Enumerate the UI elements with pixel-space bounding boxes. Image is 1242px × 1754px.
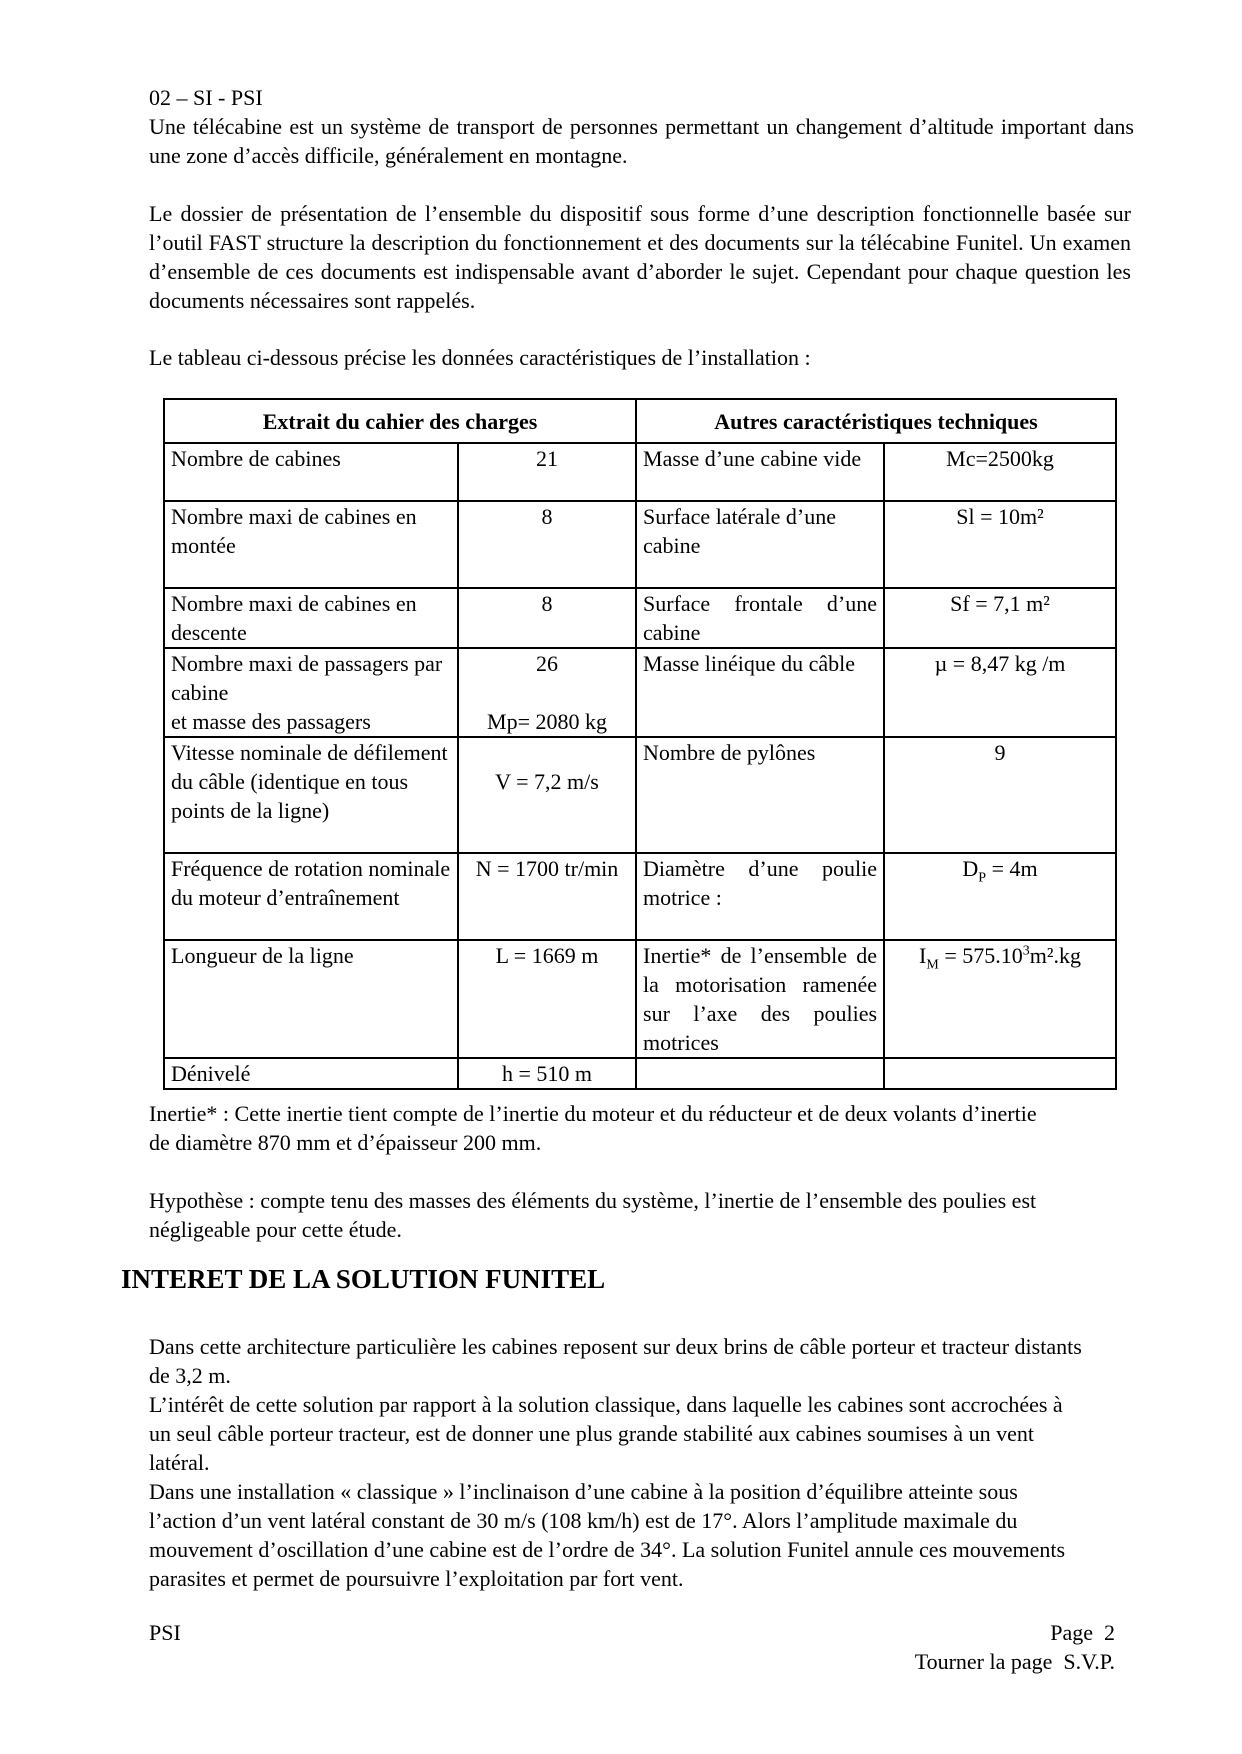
row-label: Nombre maxi de cabines en montée	[164, 501, 458, 588]
row-label-2	[636, 1058, 884, 1089]
table-row	[164, 853, 1116, 940]
section-paragraph-2: L’intérêt de cette solution par rapport à la solution classique, dans laquelle les cabines sont accrochées à un seul câble porteur tracteur, est de donner une plus grande stabilité aux cabines soumises à un vent latéral.	[149, 1392, 1063, 1475]
row-value-2: Sf = 7,1 m²	[884, 588, 1116, 648]
row-label: Dénivelé	[164, 1058, 458, 1089]
footer-label: PSI	[149, 1620, 181, 1645]
table-header-row	[164, 399, 1116, 443]
value-rest: = 4m	[986, 856, 1038, 881]
value-symbol: D	[962, 856, 979, 881]
section-paragraph-1: Dans cette architecture particulière les cabines reposent sur deux brins de câble porteur et tracteur distants de 3,2 m.	[149, 1334, 1082, 1388]
intro-paragraph-3: Le tableau ci-dessous précise les données caractéristiques de l’installation :	[149, 345, 811, 370]
row-value-line: Mp= 2080 kg	[487, 709, 607, 734]
value-superscript: 3	[1022, 943, 1030, 959]
row-label-line: et masse des passagers	[171, 709, 371, 734]
row-label: Nombre de cabines	[164, 443, 458, 501]
section-paragraph-3: Dans une installation « classique » l’inclinaison d’une cabine à la position d’équilibre atteinte sous l’action d’un vent latéral constant de 30 m/s (108 km/h) est de 17°. Alors l’amplitude maximale du mouvement d’oscillation d’une cabine est de l’ordre de 34°. La solution Funitel annule ces mouvements parasites et permet de poursuivre l’exploitation par fort vent.	[149, 1479, 1066, 1591]
row-label: Longueur de la ligne	[164, 940, 458, 1058]
row-value: 21	[458, 443, 636, 501]
hypothesis-note: Hypothèse : compte tenu des masses des éléments du système, l’inertie de l’ensemble des poulies est négligeable pour cette étude.	[149, 1188, 1037, 1242]
value-rest: m².kg	[1029, 943, 1081, 968]
row-label	[164, 648, 458, 737]
table-row	[164, 588, 1116, 648]
table-row	[164, 737, 1116, 853]
row-value-2: Mc=2500kg	[884, 443, 1116, 501]
row-value-2: 9	[884, 737, 1116, 853]
row-value-line: 26	[536, 651, 558, 676]
row-label: Nombre maxi de cabines en descente	[164, 588, 458, 648]
row-label-2: Diamètre d’une poulie motrice :	[636, 853, 884, 940]
row-value: 8	[458, 588, 636, 648]
value-subscript: P	[978, 870, 987, 886]
header-autres-caracteristiques: Autres caractéristiques techniques	[636, 399, 1116, 443]
intro-paragraph-2: Le dossier de présentation de l’ensemble du dispositif sous forme d’une description fonctionnelle basée sur l’outil FAST structure la description du fonctionnement et des documents sur la télécabine Funitel. Un examen d’ensemble de ces documents est indispensable avant d’aborder le sujet. Cependant pour chaque question les documents nécessaires sont rappelés.	[149, 201, 1131, 313]
row-label-2: Masse d’une cabine vide	[636, 443, 884, 501]
row-label-2: Inertie* de l’ensemble de la motorisation ramenée sur l’axe des poulies motrices	[636, 940, 884, 1058]
turn-page-note: Tourner la page S.V.P.	[914, 1649, 1115, 1674]
row-value-2: µ = 8,47 kg /m	[884, 648, 1116, 737]
document-code: 02 – SI - PSI	[149, 85, 263, 110]
table-row	[164, 648, 1116, 737]
section-title: INTERET DE LA SOLUTION FUNITEL	[121, 1264, 606, 1294]
table-row	[164, 1058, 1116, 1089]
row-value: 8	[458, 501, 636, 588]
row-label: Fréquence de rotation nominale du moteur d’entraînement	[164, 853, 458, 940]
table-row	[164, 443, 1116, 501]
row-label-2: Surface latérale d’une cabine	[636, 501, 884, 588]
page-number: Page 2	[1050, 1620, 1115, 1645]
row-value-2	[884, 940, 1116, 1058]
footer-page-info	[915, 1618, 1115, 1676]
row-label-2: Surface frontale d’une cabine	[636, 588, 884, 648]
row-value: V = 7,2 m/s	[458, 737, 636, 853]
intro-paragraph-1: Une télécabine est un système de transport de personnes permettant un changement d’altitude important dans une zone d’accès difficile, généralement en montagne.	[149, 114, 1134, 168]
value-symbol: I	[919, 943, 927, 968]
header-cahier-des-charges: Extrait du cahier des charges	[164, 399, 636, 443]
table-row	[164, 501, 1116, 588]
row-value-2	[884, 853, 1116, 940]
row-value: h = 510 m	[458, 1058, 636, 1089]
row-value: L = 1669 m	[458, 940, 636, 1058]
row-label-2: Nombre de pylônes	[636, 737, 884, 853]
value-mid: = 575.10	[938, 943, 1023, 968]
specifications-table	[163, 398, 1117, 1090]
row-label-line: Nombre maxi de passagers par cabine	[171, 651, 443, 705]
row-label-2: Masse linéique du câble	[636, 648, 884, 737]
inertia-note: Inertie* : Cette inertie tient compte de l’inertie du moteur et du réducteur et de deux volants d’inertie de diamètre 870 mm et d’épaisseur 200 mm.	[149, 1101, 1037, 1155]
row-value	[458, 648, 636, 737]
value-subscript: M	[926, 957, 939, 973]
row-value-2: Sl = 10m²	[884, 501, 1116, 588]
row-value: N = 1700 tr/min	[458, 853, 636, 940]
row-value-2	[884, 1058, 1116, 1089]
row-label: Vitesse nominale de défilement du câble (identique en tous points de la ligne)	[164, 737, 458, 853]
table-row	[164, 940, 1116, 1058]
